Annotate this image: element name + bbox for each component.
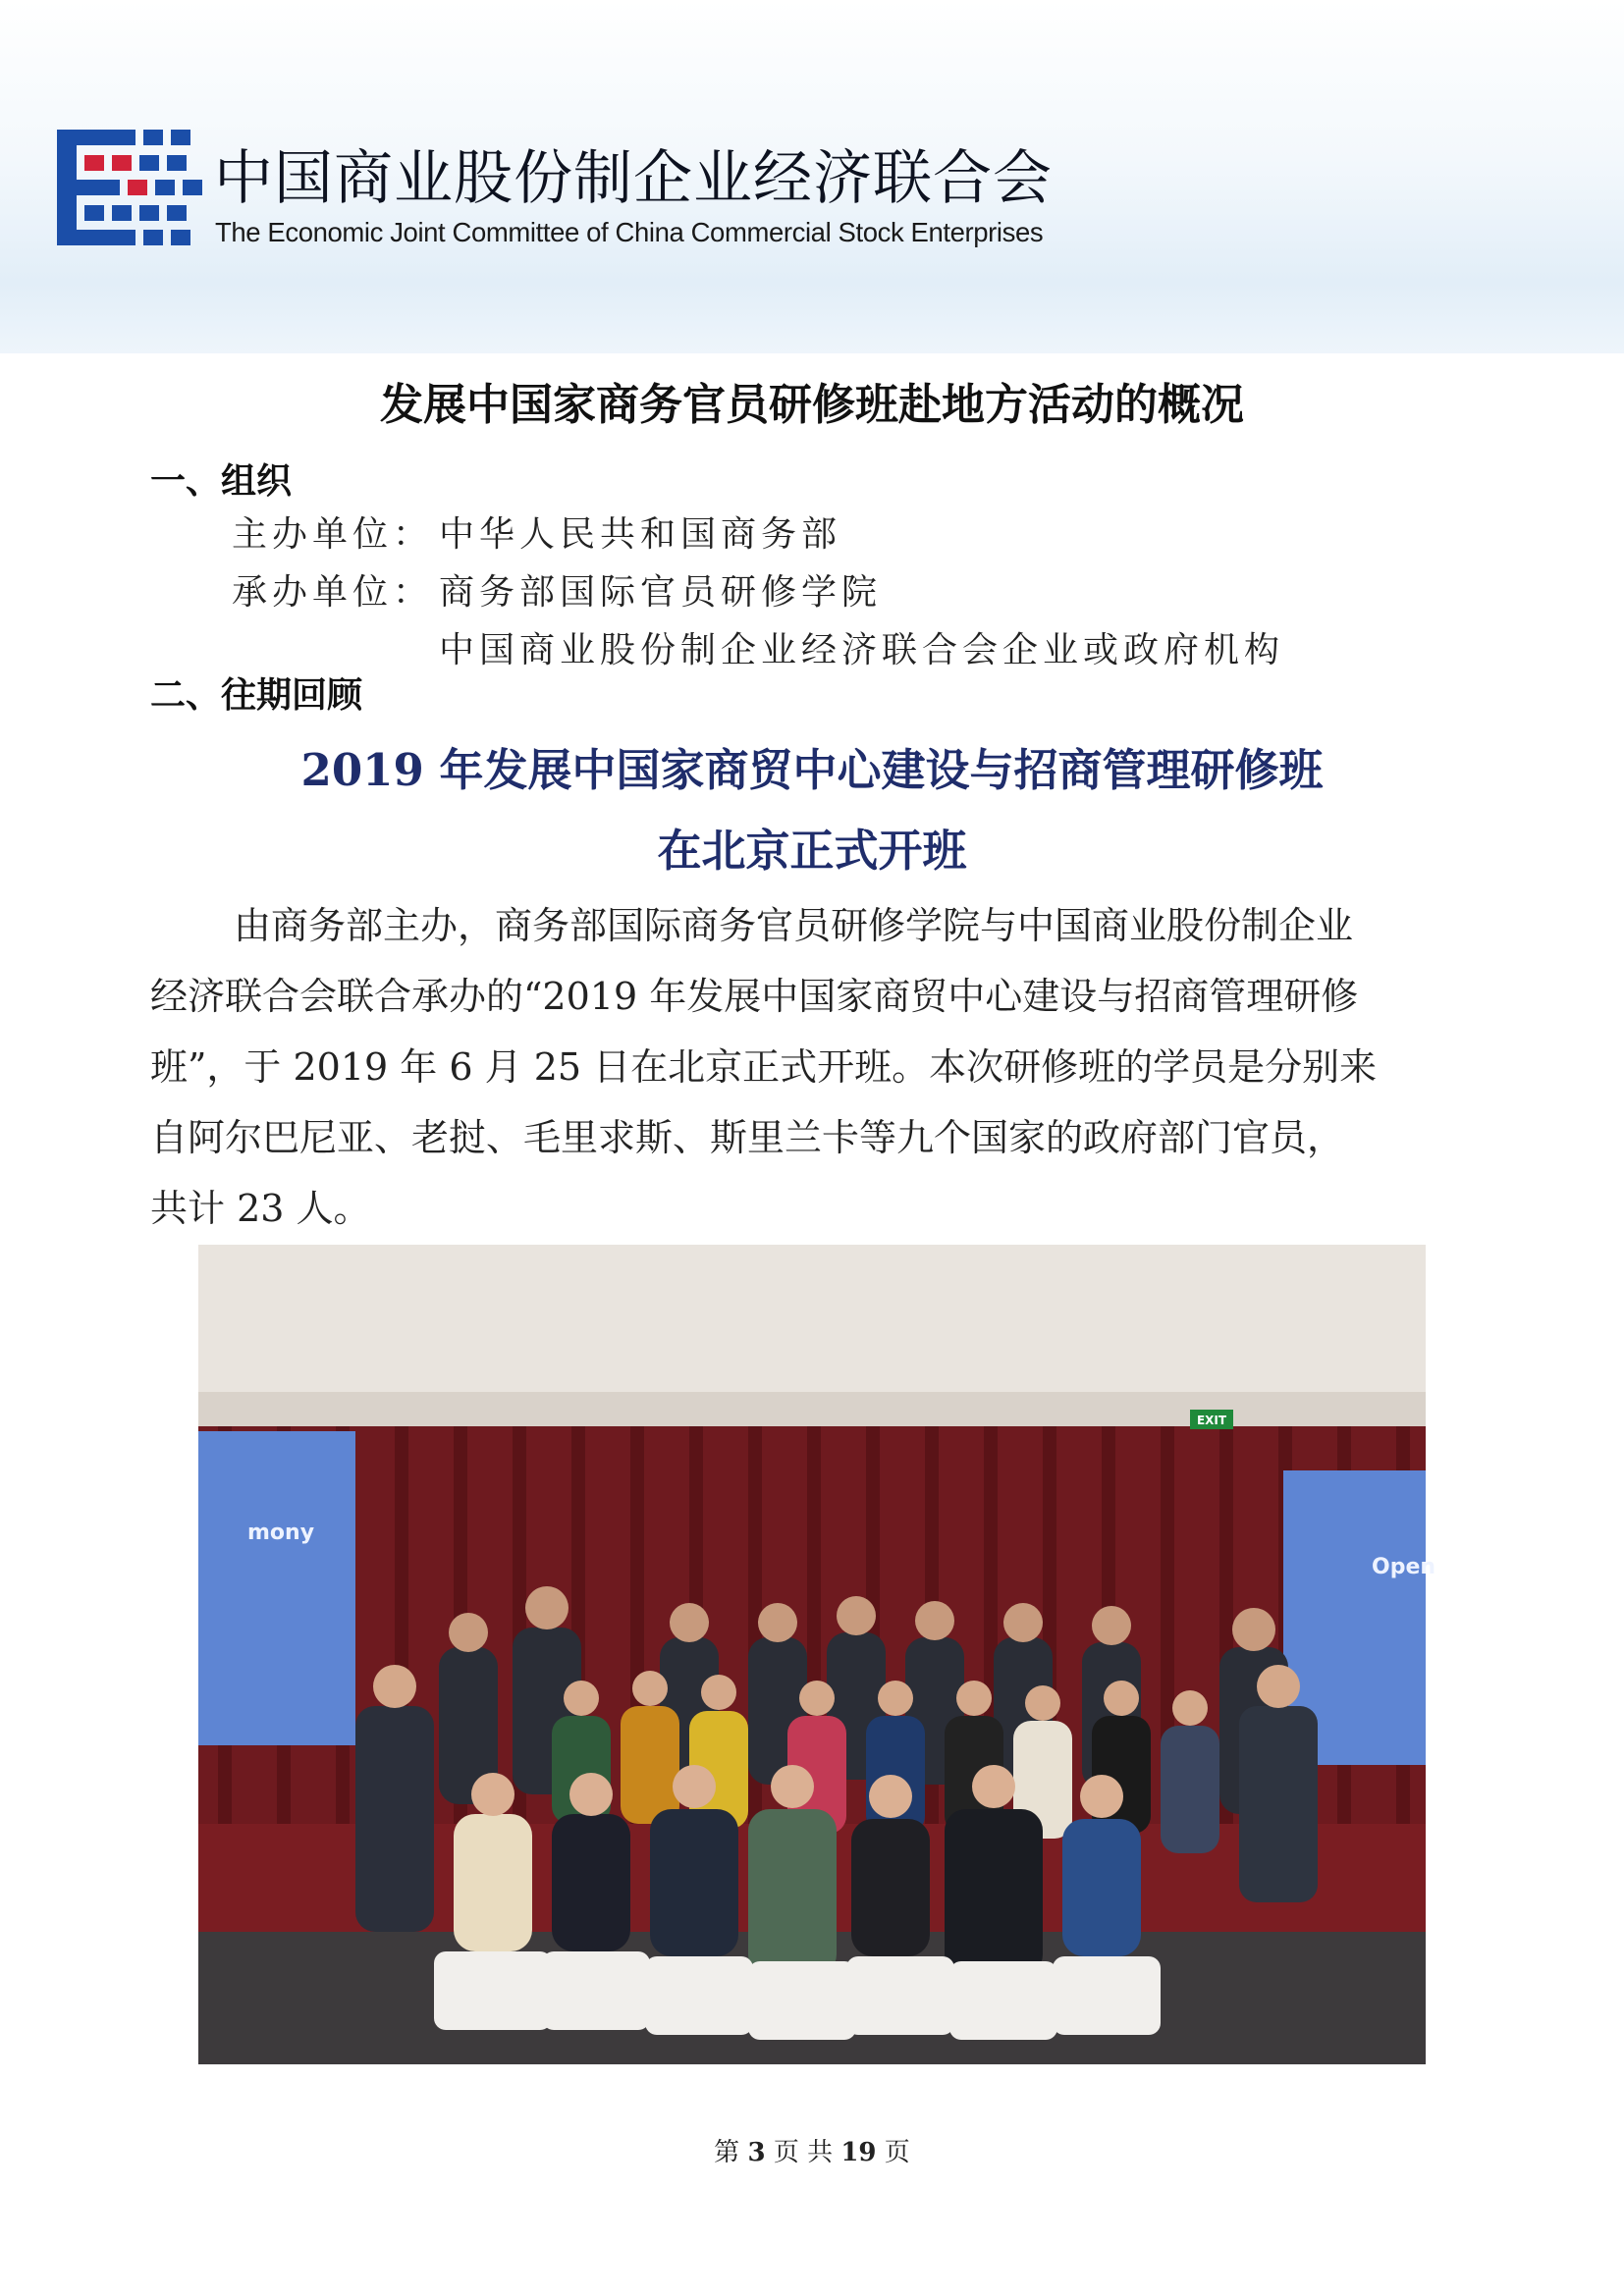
host-label: 承办单位：: [232, 572, 434, 613]
footer-prefix: 第: [714, 2138, 740, 2167]
group-photo: [198, 1245, 1436, 2064]
screen-text-left: mony: [247, 1521, 315, 1545]
article-title-line-2: 在北京正式开班: [657, 825, 967, 877]
org-name-en: The Economic Joint Committee of China Commercial Stock Enterprises: [215, 217, 1044, 247]
host-value-1: 商务部国际官员研修学院: [439, 572, 883, 613]
footer-page-number: 3: [747, 2138, 766, 2167]
section-heading-organization: 一、组织: [150, 461, 293, 502]
article-title-line-1: 2019 年发展中国家商贸中心建设与招商管理研修班: [300, 744, 1324, 796]
paragraph-line-3: 班”，于 2019 年 6 月 25 日在北京正式开班。本次研修班的学员是分别来: [150, 1045, 1378, 1089]
document-title: 发展中国家商务官员研修班赴地方活动的概况: [380, 380, 1244, 430]
footer-suffix: 页: [884, 2138, 910, 2167]
paragraph-line-5: 共计 23 人。: [150, 1187, 371, 1230]
section-heading-review: 二、往期回顾: [150, 675, 363, 716]
exit-sign: EXIT: [1196, 1414, 1227, 1427]
paragraph-line-2: 经济联合会联合承办的“2019 年发展中国家商贸中心建设与招商管理研修: [150, 975, 1359, 1018]
organizer-label: 主办单位：: [232, 514, 434, 555]
paragraph-line-4: 自阿尔巴尼亚、老挝、毛里求斯、斯里兰卡等九个国家的政府部门官员，: [150, 1116, 1345, 1159]
paragraph-line-1: 由商务部主办，商务部国际商务官员研修学院与中国商业股份制企业: [234, 904, 1354, 947]
org-name-cn: 中国商业股份制企业经济联合会: [214, 144, 1053, 213]
host-value-2: 中国商业股份制企业经济联合会企业或政府机构: [439, 630, 1285, 670]
footer-total-pages: 19: [840, 2138, 877, 2167]
ejc-logo-icon: [57, 130, 204, 245]
footer-middle: 页 共: [773, 2138, 834, 2167]
screen-text-right: Open: [1372, 1555, 1436, 1579]
page-footer: [0, 2132, 1624, 2168]
organizer-value: 中华人民共和国商务部: [439, 514, 842, 555]
